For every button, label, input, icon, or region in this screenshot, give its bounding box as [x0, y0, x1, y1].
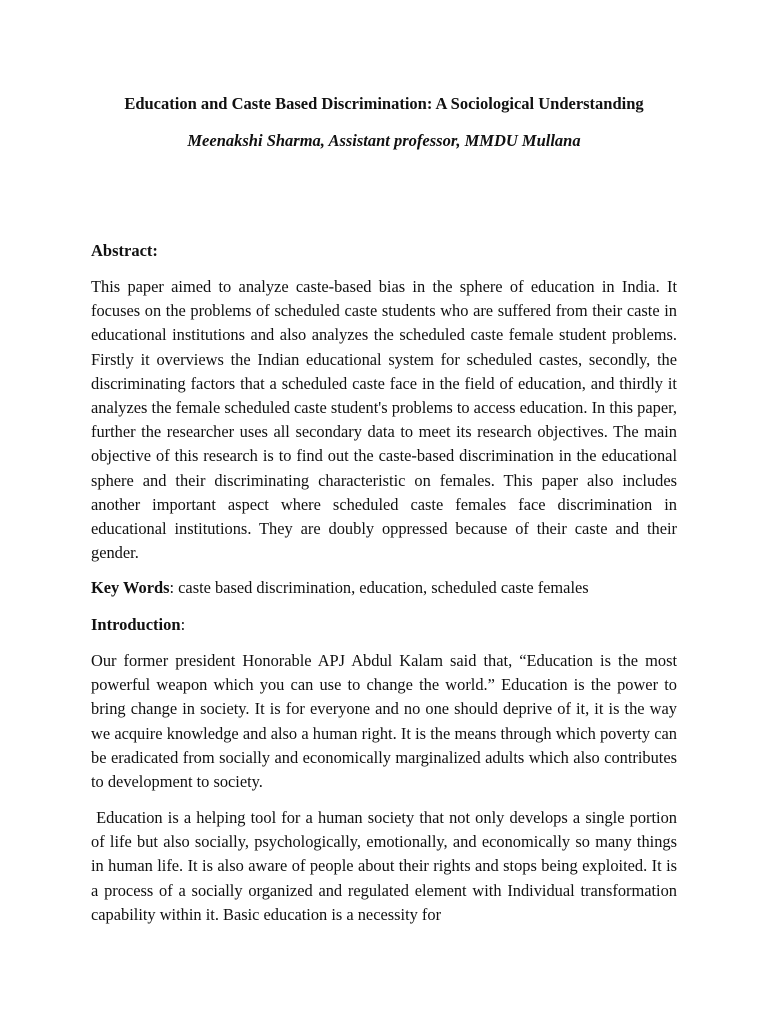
keywords-line	[91, 578, 677, 598]
introduction-heading	[91, 615, 185, 635]
introduction-heading-label: Introduction	[91, 615, 181, 634]
abstract-paragraph: This paper aimed to analyze caste-based bias in the sphere of education in India. It focuses on the problems of scheduled caste students who are suffered from their caste in educational institutions and also analyzes the scheduled caste female student problems. Firstly it overviews the Indian educational system for scheduled castes, secondly, the discriminating factors that a scheduled caste face in the field of education, and thirdly it analyzes the female scheduled caste student's problems to access education. In this paper, further the researcher uses all secondary data to meet its research objectives. The main objective of this research is to find out the caste-based discrimination in the educational sphere and their discriminating characteristic on females. This paper also includes another important aspect where scheduled caste females face discrimination in educational institutions. They are doubly oppressed because of their caste and their gender.	[91, 277, 677, 563]
introduction-heading-colon: :	[180, 615, 186, 634]
paper-title: Education and Caste Based Discrimination: A Sociological Understanding	[124, 94, 644, 113]
keywords-separator: :	[169, 578, 175, 597]
keywords-label: Key Words	[91, 578, 170, 597]
introduction-paragraph-2: Education is a helping tool for a human society that not only develops a single portion of life but also socially, psychologically, emotionally, and economically so many things in human life. It is also aware of people about their rights and stops being exploited. It is a process of a socially organized and regulated element with Individual transformation capability within it. Basic education is a necessity for	[91, 808, 677, 924]
author-line: Meenakshi Sharma, Assistant professor, MMDU Mullana	[187, 131, 581, 150]
introduction-paragraph-1: Our former president Honorable APJ Abdul Kalam said that, “Education is the most powerful weapon which you can use to change the world.” Education is the power to bring change in society. It is for everyone and no one should deprive of it, it is the way we acquire knowledge and also a human right. It is the means through which poverty can be eradicated from socially and economically marginalized adults which also contributes to development to society.	[91, 651, 677, 792]
keywords-text: caste based discrimination, education, scheduled caste females	[174, 578, 589, 597]
abstract-heading: Abstract:	[91, 241, 158, 260]
